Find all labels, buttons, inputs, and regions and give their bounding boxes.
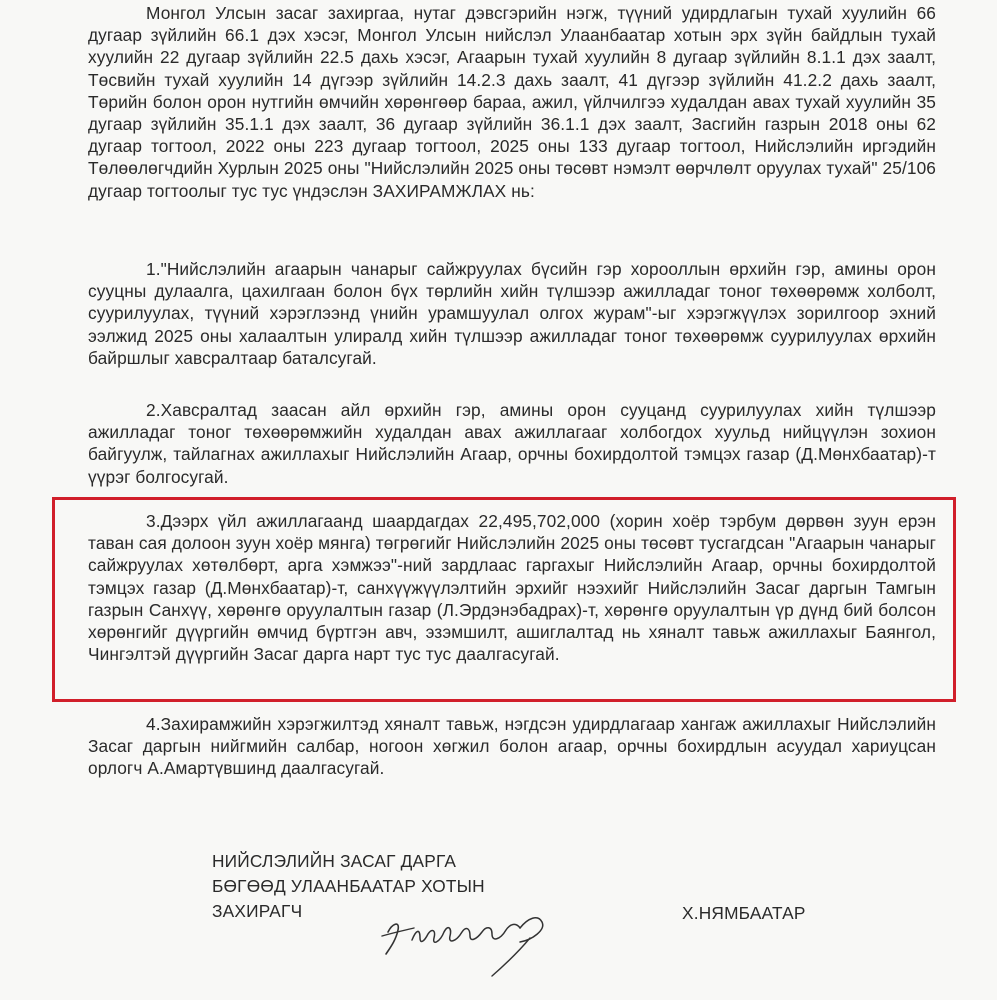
decree-item-2: 2.Хавсралтад заасан айл өрхийн гэр, амины орон сууцанд суурилуулах хийн түлшээр ажилладаг тоног төхөөрөмжийн худалдан авах ажиллагааг холбогдох хуульд нийцүүлэн зохион байгуулж, тайлагнах ажиллахыг Нийслэлийн Агаар, орчны бохирдолтой тэмцэх газар (Д.Мөнхбаатар)-т үүрэг болгосугай. [88, 400, 936, 487]
decree-item-1: 1."Нийслэлийн агаарын чанарыг сайжруулах бүсийн гэр хорооллын өрхийн гэр, амины орон сууцны дулаалга, цахилгаан болон бүх төрлийн хийн түлшээр ажилладаг тоног төхөөрөмж холболт, суурилуулах, түүний хэрэглээнд үнийн урамшуулал олгох журам"-ыг хэрэгжүүлэх зорилгоор эхний ээлжид 2025 оны халаалтын улиралд хийн түлшээр ажилладаг тоног төхөөрөмж суурилуулах өрхийн байршлыг хавсралтаар баталсугай. [88, 259, 936, 368]
signatory-title-line-3: ЗАХИРАГЧ [212, 901, 303, 921]
decree-item-4: 4.Захирамжийн хэрэгжилтэд хяналт тавьж, нэгдсэн удирдлагаар хангаж ажиллахыг Нийслэлийн Засаг даргын нийгмийн салбар, ногоон хөгжил болон агаар, орчны бохирдлын асуудал хариуцсан орлогч А.Амартүвшинд даалгасугай. [88, 714, 936, 779]
signatory-title-line-2: БӨГӨӨД УЛААНБААТАР ХОТЫН [212, 876, 485, 896]
handwritten-signature [352, 892, 562, 982]
preamble-paragraph: Монгол Улсын засаг захиргаа, нутаг дэвсгэрийн нэгж, түүний удирдлагын тухай хуулийн 66 дугаар зүйлийн 66.1 дэх хэсэг, Монгол Улсын нийслэл Улаанбаатар хотын эрх зүйн байдлын тухай хуулийн 22 дугаар зүйлийн 22.5 дахь хэсэг, Агаарын тухай хуулийн 8 дугаар зүйлийн 8.1.1 дэх заалт, Төсвийн тухай хуулийн 14 дүгээр зүйлийн 14.2.3 дахь заалт, 41 дүгээр зүйлийн 41.2.2 дахь заалт, Төрийн болон орон нутгийн өмчийн хөрөнгөөр бараа, ажил, үйлчилгээ худалдан авах тухай хуулийн 35 дугаар зүйлийн 35.1.1 дэх заалт, 36 дугаар зүйлийн 36.1.1 дэх заалт, Засгийн газрын 2018 оны 62 дугаар тогтоол, 2022 оны 223 дугаар тогтоол, 2025 оны 133 дугаар тогтоол, Нийслэлийн иргэдийн Төлөөлөгчдийн Хурлын 2025 оны "Нийслэлийн 2025 оны төсөвт нэмэлт өөрчлөлт оруулах тухай" 25/106 дугаар тогтоолыг тус тус үндэслэн ЗАХИРАМЖЛАХ нь: [88, 3, 936, 201]
signer-name: Х.НЯМБААТАР [682, 903, 806, 923]
signatory-title-line-1: НИЙСЛЭЛИЙН ЗАСАГ ДАРГА [212, 851, 457, 871]
decree-item-3: 3.Дээрх үйл ажиллагаанд шаардагдах 22,495,702,000 (хорин хоёр тэрбум дөрвөн зуун ерэн таван сая долоон зуун хоёр мянга) төгрөгийг Нийслэлийн 2025 оны төсөвт тусгагдсан "Агаарын чанарыг сайжруулах хөтөлбөрт, арга хэмжээ"-ний зардлаас гаргахыг Нийслэлийн Агаар, орчны бохирдолтой тэмцэх газар (Д.Мөнхбаатар)-т, санхүүжүүлэлтийн эрхийг нээхийг Нийслэлийн Засаг даргын Тамгын газрын Санхүү, хөрөнгө оруулалтын газар (Л.Эрдэнэбадрах)-т, хөрөнгө оруулалтын үр дүнд бий болсон хөрөнгийг дүүргийн өмчид бүртгэн авч, эзэмшилт, ашиглалтад нь хяналт тавьж ажиллахыг Баянгол, Чингэлтэй дүүргийн Засаг дарга нарт тус тус даалгасугай. [88, 511, 936, 665]
